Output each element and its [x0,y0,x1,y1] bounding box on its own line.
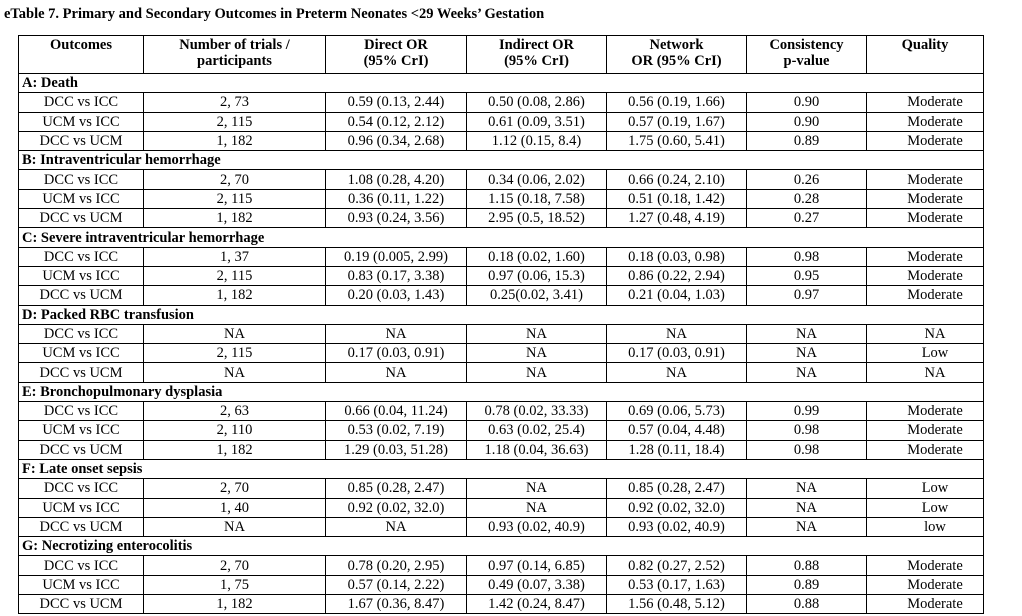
table-row [19,189,984,208]
cell-network-or: 1.27 (0.48, 4.19) [607,209,747,228]
cell-consistency: NA [747,344,867,363]
cell-direct-or: 0.78 (0.20, 2.95) [326,556,467,575]
cell-quality: Low [867,479,984,498]
cell-consistency: 0.98 [747,440,867,459]
cell-network-or: 0.57 (0.04, 4.48) [607,421,747,440]
cell-consistency: NA [747,498,867,517]
cell-direct-or: 0.36 (0.11, 1.22) [326,189,467,208]
cell-indirect-or: 0.18 (0.02, 1.60) [467,247,607,266]
cell-indirect-or: 1.42 (0.24, 8.47) [467,595,607,614]
cell-consistency: 0.90 [747,112,867,131]
cell-direct-or: 0.85 (0.28, 2.47) [326,479,467,498]
section-header-row [19,305,984,324]
cell-trials: 2, 70 [144,556,326,575]
section-title: C: Severe intraventricular hemorrhage [19,228,984,247]
cell-indirect-or: 0.97 (0.14, 6.85) [467,556,607,575]
cell-direct-or: 0.54 (0.12, 2.12) [326,112,467,131]
cell-comparison: DCC vs UCM [19,363,144,382]
header-direct-line2: (95% CrI) [363,53,429,69]
cell-trials: 2, 70 [144,479,326,498]
cell-consistency: 0.98 [747,421,867,440]
cell-consistency: 0.27 [747,209,867,228]
section-header-row [19,382,984,401]
header-indirect-line1: Indirect OR [498,37,575,53]
cell-network-or: 0.53 (0.17, 1.63) [607,575,747,594]
table-row [19,517,984,536]
cell-comparison: DCC vs UCM [19,595,144,614]
cell-comparison: DCC vs ICC [19,402,144,421]
cell-comparison: DCC vs UCM [19,286,144,305]
cell-quality: Moderate [867,595,984,614]
table-row [19,440,984,459]
cell-network-or: 1.28 (0.11, 18.4) [607,440,747,459]
table-row [19,247,984,266]
table-row [19,344,984,363]
cell-quality: Moderate [867,209,984,228]
cell-trials: 2, 73 [144,93,326,112]
cell-network-or: 0.86 (0.22, 2.94) [607,266,747,285]
cell-quality: Moderate [867,112,984,131]
cell-trials: 1, 182 [144,595,326,614]
cell-network-or: NA [607,324,747,343]
cell-direct-or: NA [326,324,467,343]
cell-network-or: NA [607,363,747,382]
cell-direct-or: 0.19 (0.005, 2.99) [326,247,467,266]
table-row [19,402,984,421]
cell-trials: 2, 115 [144,266,326,285]
cell-trials: 1, 40 [144,498,326,517]
table-row [19,324,984,343]
cell-quality: Moderate [867,170,984,189]
cell-network-or: 0.92 (0.02, 32.0) [607,498,747,517]
cell-network-or: 0.82 (0.27, 2.52) [607,556,747,575]
cell-consistency: 0.88 [747,556,867,575]
cell-network-or: 0.93 (0.02, 40.9) [607,517,747,536]
cell-trials: 2, 70 [144,170,326,189]
cell-consistency: 0.97 [747,286,867,305]
cell-comparison: UCM vs ICC [19,575,144,594]
cell-trials: 2, 115 [144,344,326,363]
cell-indirect-or: NA [467,344,607,363]
cell-consistency: 0.89 [747,131,867,150]
section-title: G: Necrotizing enterocolitis [19,537,984,556]
cell-direct-or: NA [326,363,467,382]
section-title: A: Death [19,74,984,93]
header-consistency [747,36,867,74]
cell-trials: 1, 182 [144,440,326,459]
cell-trials: 1, 75 [144,575,326,594]
section-title: B: Intraventricular hemorrhage [19,151,984,170]
table-row [19,556,984,575]
cell-network-or: 0.18 (0.03, 0.98) [607,247,747,266]
header-network-or [607,36,747,74]
cell-network-or: 0.66 (0.24, 2.10) [607,170,747,189]
cell-network-or: 0.56 (0.19, 1.66) [607,93,747,112]
cell-trials: 2, 63 [144,402,326,421]
table-row [19,575,984,594]
cell-comparison: UCM vs ICC [19,421,144,440]
cell-quality: Low [867,498,984,517]
table-row [19,209,984,228]
cell-direct-or: 0.17 (0.03, 0.91) [326,344,467,363]
outcomes-table [18,35,984,614]
table-caption: eTable 7. Primary and Secondary Outcomes in Preterm Neonates <29 Weeks’ Gestation [4,6,545,22]
section-title: F: Late onset sepsis [19,459,984,478]
cell-consistency: 0.98 [747,247,867,266]
cell-network-or: 0.85 (0.28, 2.47) [607,479,747,498]
cell-indirect-or: 2.95 (0.5, 18.52) [467,209,607,228]
cell-direct-or: 0.92 (0.02, 32.0) [326,498,467,517]
cell-indirect-or: 0.61 (0.09, 3.51) [467,112,607,131]
cell-direct-or: NA [326,517,467,536]
cell-consistency: 0.28 [747,189,867,208]
table-row [19,595,984,614]
cell-trials: 1, 37 [144,247,326,266]
cell-comparison: DCC vs UCM [19,440,144,459]
cell-quality: Low [867,344,984,363]
cell-direct-or: 0.93 (0.24, 3.56) [326,209,467,228]
cell-indirect-or: 0.34 (0.06, 2.02) [467,170,607,189]
header-quality [867,36,984,74]
cell-indirect-or: 0.97 (0.06, 15.3) [467,266,607,285]
cell-direct-or: 0.96 (0.34, 2.68) [326,131,467,150]
cell-quality: Moderate [867,440,984,459]
cell-trials: NA [144,517,326,536]
cell-trials: 1, 182 [144,209,326,228]
header-direct-or [326,36,467,74]
cell-consistency: NA [747,479,867,498]
header-quality-label: Quality [901,37,949,53]
cell-trials: NA [144,363,326,382]
cell-comparison: DCC vs UCM [19,209,144,228]
cell-quality: Moderate [867,131,984,150]
cell-quality: Moderate [867,189,984,208]
cell-trials: NA [144,324,326,343]
table-row [19,170,984,189]
cell-quality: low [867,517,984,536]
cell-quality: Moderate [867,575,984,594]
cell-direct-or: 0.66 (0.04, 11.24) [326,402,467,421]
cell-comparison: UCM vs ICC [19,112,144,131]
section-header-row [19,537,984,556]
cell-indirect-or: NA [467,498,607,517]
cell-comparison: DCC vs ICC [19,93,144,112]
cell-trials: 2, 115 [144,112,326,131]
cell-network-or: 0.69 (0.06, 5.73) [607,402,747,421]
cell-direct-or: 1.08 (0.28, 4.20) [326,170,467,189]
cell-indirect-or: NA [467,479,607,498]
cell-comparison: DCC vs UCM [19,517,144,536]
cell-indirect-or: 0.93 (0.02, 40.9) [467,517,607,536]
cell-quality: Moderate [867,421,984,440]
cell-indirect-or: NA [467,363,607,382]
section-title: E: Bronchopulmonary dysplasia [19,382,984,401]
table-row [19,498,984,517]
header-direct-line1: Direct OR [364,37,428,53]
cell-consistency: 0.99 [747,402,867,421]
cell-consistency: 0.26 [747,170,867,189]
table-row [19,93,984,112]
cell-comparison: DCC vs ICC [19,247,144,266]
cell-network-or: 1.56 (0.48, 5.12) [607,595,747,614]
cell-network-or: 0.51 (0.18, 1.42) [607,189,747,208]
cell-direct-or: 1.67 (0.36, 8.47) [326,595,467,614]
cell-indirect-or: 0.50 (0.08, 2.86) [467,93,607,112]
table-row [19,131,984,150]
cell-indirect-or: 0.49 (0.07, 3.38) [467,575,607,594]
section-header-row [19,459,984,478]
cell-indirect-or: NA [467,324,607,343]
header-network-line1: Network [649,37,704,53]
cell-consistency: NA [747,324,867,343]
cell-comparison: UCM vs ICC [19,344,144,363]
cell-direct-or: 0.53 (0.02, 7.19) [326,421,467,440]
header-row [19,36,984,74]
section-header-row [19,74,984,93]
table-row [19,286,984,305]
cell-network-or: 0.21 (0.04, 1.03) [607,286,747,305]
cell-comparison: UCM vs ICC [19,189,144,208]
cell-network-or: 0.57 (0.19, 1.67) [607,112,747,131]
cell-indirect-or: 1.15 (0.18, 7.58) [467,189,607,208]
cell-direct-or: 0.59 (0.13, 2.44) [326,93,467,112]
table-body [19,74,984,614]
header-trials-line1: Number of trials / [179,37,290,53]
cell-direct-or: 0.57 (0.14, 2.22) [326,575,467,594]
cell-comparison: DCC vs ICC [19,324,144,343]
cell-comparison: DCC vs ICC [19,170,144,189]
cell-quality: Moderate [867,93,984,112]
cell-trials: 2, 110 [144,421,326,440]
cell-comparison: DCC vs UCM [19,131,144,150]
cell-indirect-or: 1.18 (0.04, 36.63) [467,440,607,459]
cell-consistency: NA [747,517,867,536]
header-indirect-or [467,36,607,74]
cell-consistency: NA [747,363,867,382]
cell-quality: NA [867,363,984,382]
cell-indirect-or: 0.63 (0.02, 25.4) [467,421,607,440]
cell-direct-or: 1.29 (0.03, 51.28) [326,440,467,459]
cell-consistency: 0.90 [747,93,867,112]
cell-trials: 2, 115 [144,189,326,208]
cell-comparison: UCM vs ICC [19,266,144,285]
cell-quality: Moderate [867,266,984,285]
header-trials-line2: participants [197,53,272,69]
table-row [19,421,984,440]
header-network-line2: OR (95% CrI) [631,53,722,69]
cell-consistency: 0.88 [747,595,867,614]
cell-indirect-or: 1.12 (0.15, 8.4) [467,131,607,150]
header-trials [144,36,326,74]
cell-quality: NA [867,324,984,343]
cell-consistency: 0.89 [747,575,867,594]
section-header-row [19,228,984,247]
cell-quality: Moderate [867,286,984,305]
cell-quality: Moderate [867,247,984,266]
table-row [19,479,984,498]
cell-trials: 1, 182 [144,286,326,305]
cell-quality: Moderate [867,556,984,575]
section-header-row [19,151,984,170]
header-outcomes-label: Outcomes [49,37,112,53]
table-row [19,363,984,382]
cell-network-or: 0.17 (0.03, 0.91) [607,344,747,363]
header-indirect-line2: (95% CrI) [504,53,569,69]
cell-direct-or: 0.83 (0.17, 3.38) [326,266,467,285]
section-title: D: Packed RBC transfusion [19,305,984,324]
cell-indirect-or: 0.78 (0.02, 33.33) [467,402,607,421]
cell-network-or: 1.75 (0.60, 5.41) [607,131,747,150]
cell-consistency: 0.95 [747,266,867,285]
table-row [19,266,984,285]
table-row [19,112,984,131]
cell-comparison: UCM vs ICC [19,498,144,517]
cell-comparison: DCC vs ICC [19,479,144,498]
header-consistency-line1: Consistency [769,37,844,53]
cell-quality: Moderate [867,402,984,421]
cell-comparison: DCC vs ICC [19,556,144,575]
cell-indirect-or: 0.25(0.02, 3.41) [467,286,607,305]
cell-trials: 1, 182 [144,131,326,150]
header-consistency-line2: p-value [783,53,830,69]
header-outcomes [19,36,144,74]
cell-direct-or: 0.20 (0.03, 1.43) [326,286,467,305]
